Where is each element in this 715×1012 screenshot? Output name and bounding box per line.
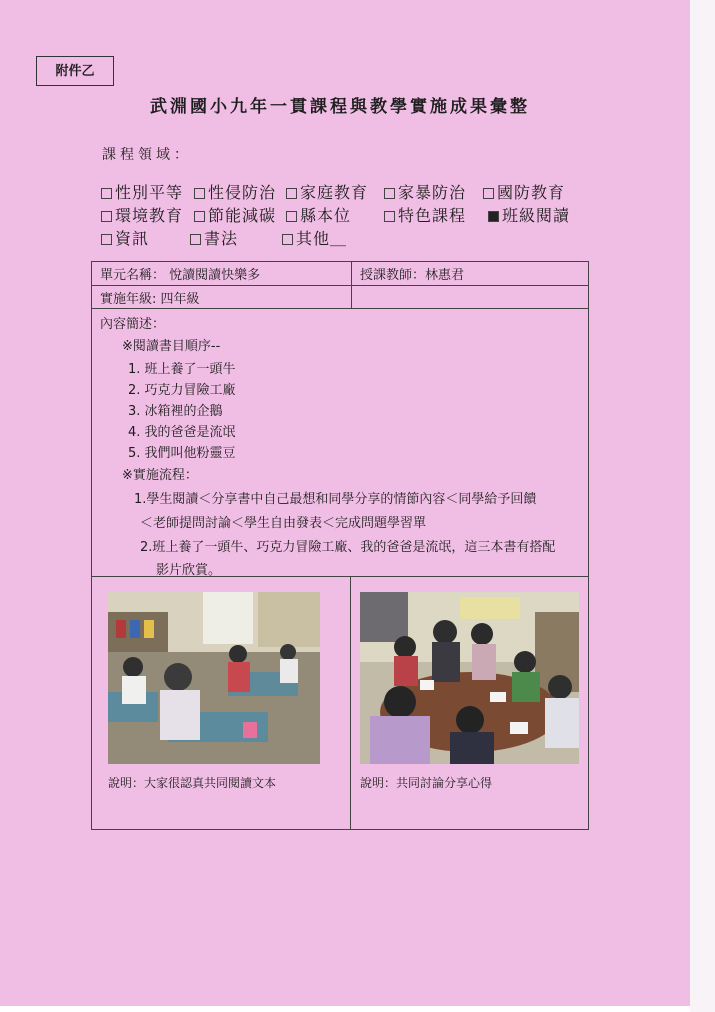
unit-name-cell: 單元名稱： 悅讀閱讀快樂多	[92, 262, 352, 286]
process-line: 1.學生閱讀＜分享書中自己最想和同學分享的情節內容＜同學給予回饋	[134, 492, 537, 507]
grade-extra-cell	[352, 286, 589, 309]
checkbox-icon[interactable]	[101, 211, 112, 222]
booklist-heading: ※閱讀書目順序--	[122, 339, 221, 354]
option-sexual-assault-prevention[interactable]: 性侵防治	[194, 180, 276, 203]
checkbox-icon[interactable]	[286, 188, 297, 199]
option-gender-equality[interactable]: 性別平等	[101, 180, 183, 203]
list-item: 5. 我們叫他粉靈豆	[128, 446, 236, 461]
right-photo-caption: 說明：共同討論分享心得	[360, 776, 493, 790]
grade-cell: 實施年級: 四年級	[92, 286, 352, 309]
list-item: 2. 巧克力冒險工廠	[128, 383, 236, 398]
photo-image	[108, 592, 320, 764]
list-item: 4. 我的爸爸是流氓	[128, 425, 236, 440]
option-featured-course[interactable]: 特色課程	[384, 203, 466, 226]
process-heading: ※實施流程：	[122, 468, 198, 483]
option-family-education[interactable]: 家庭教育	[286, 180, 368, 203]
group-discussion-photo	[360, 592, 579, 764]
option-energy-saving[interactable]: 節能減碳	[194, 203, 276, 226]
list-item: 1. 班上養了一頭牛	[128, 362, 236, 377]
course-domain-label: 課程領域：	[102, 147, 192, 163]
photo-row	[91, 577, 589, 830]
content-summary-cell	[91, 308, 589, 577]
info-table	[91, 261, 589, 309]
checkbox-icon[interactable]	[194, 188, 205, 199]
photo-image	[360, 592, 579, 764]
page-title: 武淵國小九年一貫課程與教學實施成果彙整	[150, 97, 530, 117]
option-other[interactable]: 其他＿	[282, 226, 347, 249]
checkbox-icon[interactable]	[483, 188, 494, 199]
process-line: 影片欣賞。	[156, 563, 222, 578]
left-photo-caption: 說明：大家很認真共同閱讀文本	[108, 776, 277, 790]
teacher-cell: 授課教師：林惠君	[352, 262, 589, 286]
checkbox-icon[interactable]	[384, 188, 395, 199]
option-environmental-education[interactable]: 環境教育	[101, 203, 183, 226]
option-domestic-violence-prevention[interactable]: 家暴防治	[384, 180, 466, 203]
option-county-based[interactable]: 縣本位	[286, 203, 351, 226]
option-class-reading[interactable]: 班級閱讀	[488, 203, 570, 226]
checkbox-icon[interactable]	[194, 211, 205, 222]
attachment-tag: 附件乙	[36, 56, 114, 86]
option-national-defense-education[interactable]: 國防教育	[483, 180, 565, 203]
classroom-reading-photo	[108, 592, 320, 764]
page-edge	[690, 0, 715, 1012]
process-line: ＜老師提問討論＜學生自由發表＜完成問題學習單	[140, 516, 427, 531]
checkbox-icon[interactable]	[384, 211, 395, 222]
checked-box-icon[interactable]	[488, 211, 499, 222]
checkbox-icon[interactable]	[101, 234, 112, 245]
list-item: 3. 冰箱裡的企鵝	[128, 404, 223, 419]
checkbox-icon[interactable]	[101, 188, 112, 199]
checkbox-icon[interactable]	[286, 211, 297, 222]
checkbox-icon[interactable]	[282, 234, 293, 245]
option-calligraphy[interactable]: 書法	[190, 226, 238, 249]
content-heading: 內容簡述：	[100, 317, 166, 332]
option-information[interactable]: 資訊	[101, 226, 149, 249]
process-line: 2.班上養了一頭牛、巧克力冒險工廠、我的爸爸是流氓，這三本書有搭配	[140, 540, 556, 555]
checkbox-icon[interactable]	[190, 234, 201, 245]
